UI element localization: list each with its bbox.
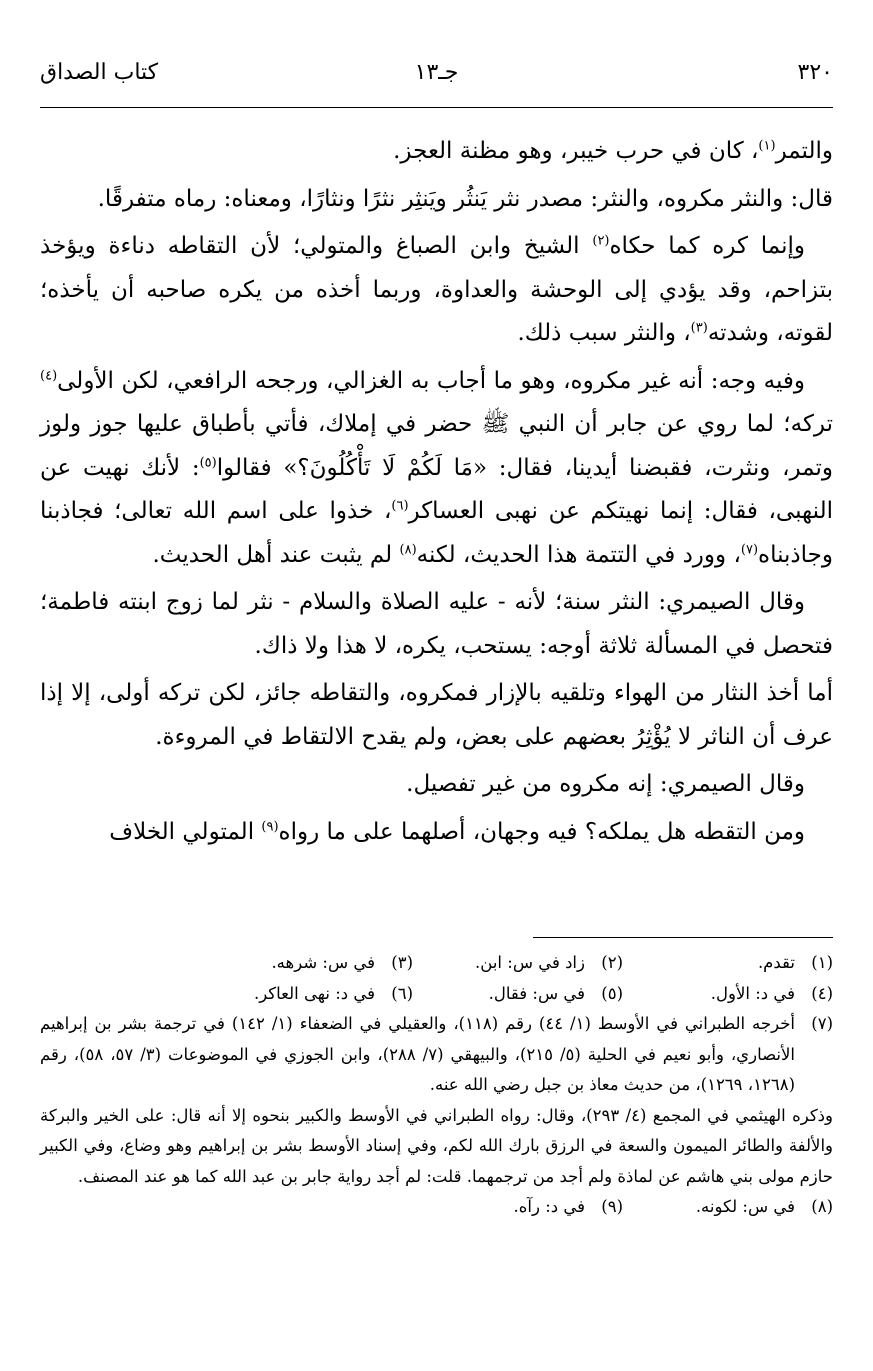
text-span: تركه؛ لما روي عن جابر أن النبي ﷺ حضر في إملاك، فأتي بأطباق عليها جوز ولوز وتمر، ونثرت، فقبضنا أيدينا، فقال: «مَا لَكُمْ لَا تَأْكُلُونَ؟» فقالوا — [40, 411, 833, 481]
footnote-2 — [413, 948, 623, 979]
footnote-text: في س: فقال. — [488, 983, 585, 1003]
footnote-text: في س: شرهه. — [271, 953, 375, 972]
footnote-ref-5: (٥) — [199, 454, 217, 470]
footnote-6 — [203, 979, 413, 1010]
footnote-row-3 — [40, 1192, 833, 1223]
footnote-number: (٥) — [601, 983, 623, 1003]
footnotes — [40, 948, 833, 1223]
paragraph-6: أما أخذ النثار من الهواء وتلقيه بالإزار فمكروه، والتقاطه جائز، لكن تركه أولى، إلا إذا عرف أن الناثر لا يُؤْثِرُ بعضهم على بعض، ولم يقدح الالتقاط في المروءة. — [40, 680, 833, 750]
text-span: ، والنثر سبب ذلك. — [517, 320, 691, 346]
footnote-row-2 — [40, 979, 833, 1010]
text-span: ، كان في حرب خيبر، وهو مظنة العجز. — [393, 138, 759, 164]
volume-number: جـ١٣ — [414, 60, 459, 85]
text-span: المتولي الخلاف — [109, 818, 262, 845]
footnote-number: (١) — [811, 953, 833, 972]
footnote-ref-3: (٣) — [690, 320, 708, 336]
book-title: كتاب الصداق — [40, 60, 159, 85]
footnote-text: في د: رآه. — [513, 1197, 585, 1216]
footnote-text: تقدم. — [757, 953, 795, 972]
footnote-ref-7: (٧) — [740, 541, 759, 557]
paragraph-4 — [40, 360, 833, 578]
page-header — [40, 60, 833, 100]
footnote-divider — [533, 937, 833, 938]
header-divider — [40, 107, 833, 108]
footnote-5 — [413, 979, 623, 1010]
footnote-ref-9: (٩) — [261, 818, 279, 834]
footnote-text: في د: نهى العاكر. — [253, 983, 375, 1003]
paragraph-5: وقال الصيمري: النثر سنة؛ لأنه - عليه الصلاة والسلام - نثر لما زوج ابنته فاطمة؛ فتحصل في المسألة ثلاثة أوجه: يستحب، يكره، لا هذا ولا ذاك. — [40, 589, 833, 659]
footnote-text: في س: لكونه. — [695, 1197, 795, 1216]
text-span: والتمر — [775, 138, 833, 164]
text-span: ومن التقطه هل يملكه؟ فيه وجهان، أصلهما على ما رواه — [278, 818, 805, 845]
footnote-ref-2: (٢) — [592, 233, 610, 249]
footnote-text: أخرجه الطبراني في الأوسط (١/ ٤٤) رقم (١١٨)، والعقيلي في الضعفاء (١/ ١٤٢) في ترجمة بشر بن إبراهيم الأنصاري، وأبو نعيم في الحلية (٥/ ٢١٥)، والبيهقي (٧/ ٢٨٨)، وابن الجوزي في الموضوعات (٣/ ٥٧، ٥٨)، رقم (١٢٦٨، ١٢٦٩)، من حديث معاذ بن جبل رضي الله عنه. — [40, 1014, 795, 1094]
footnote-7 — [40, 1009, 833, 1101]
text-span: لم يثبت عند أهل الحديث. — [152, 541, 400, 568]
footnote-ref-1: (١) — [758, 138, 776, 154]
footnote-4 — [623, 979, 833, 1010]
text-span: : لأنك نهيت عن النهبى، فقال: إنما نهيتكم عن نهبى العساكر — [40, 454, 833, 524]
footnote-8 — [623, 1192, 833, 1223]
footnote-3 — [203, 948, 413, 979]
text-span: ، خذوا على اسم الله تعالى؛ فجاذبنا وجاذبناه — [40, 498, 833, 568]
footnote-number: (٣) — [391, 953, 413, 972]
footnote-text: زاد في س: ابن. — [475, 953, 585, 972]
footnote-row-1 — [40, 948, 833, 979]
footnote-number: (٤) — [811, 983, 833, 1003]
text-span: ، وورد في التتمة هذا الحديث، لكنه — [416, 541, 741, 568]
paragraph-8 — [40, 811, 833, 855]
footnote-number: (٨) — [811, 1197, 833, 1216]
paragraph-2: قال: والنثر مكروه، والنثر: مصدر نثر يَنثُر ويَنثِر نثرًا ونثارًا، ومعناه: رماه متفرقًا. — [97, 185, 833, 212]
text-span: وإنما كره كما حكاه — [609, 233, 805, 259]
footnote-number: (٩) — [601, 1197, 623, 1216]
footnote-1 — [623, 948, 833, 979]
footnote-9 — [413, 1192, 623, 1223]
page-number: ٣٢٠ — [797, 60, 833, 85]
main-text — [40, 130, 833, 858]
footnote-ref-4: (٤) — [40, 367, 58, 383]
footnote-ref-6: (٦) — [391, 498, 409, 514]
footnote-7-continuation: وذكره الهيثمي في المجمع (٤/ ٢٩٣)، وقال: رواه الطبراني في الأوسط والكبير بنحوه إلا أنه قال: على الخير والبركة والألفة والطائر الميمون والسعة في الرزق بارك الله لكم، وفي إسناد الأوسط بشر بن إبراهيم وهو وضاع، وفي الكبير حازم مولى بني هاشم عن لماذة ولم أجد من ترجمهما. قلت: لم أجد رواية جابر بن عبد الله كما هو عند المصنف. — [40, 1105, 833, 1186]
text-span: الشيخ وابن الصباغ والمتولي؛ لأن التقاطه دناءة ويؤخذ بتزاحم، وقد يؤدي إلى الوحشة والعداوة، وربما أخذه من يكره صاحبه أن يأخذه؛ لقوته، وشدته — [40, 233, 833, 346]
footnote-number: (٧) — [811, 1014, 833, 1033]
paragraph-3 — [40, 225, 833, 356]
text-span: وفيه وجه: أنه غير مكروه، وهو ما أجاب به الغزالي، ورجحه الرافعي، لكن الأولى — [57, 367, 805, 394]
paragraph-7: وقال الصيمري: إنه مكروه من غير تفصيل. — [406, 771, 805, 797]
footnote-number: (٢) — [601, 953, 623, 972]
footnote-ref-8: (٨) — [399, 541, 417, 557]
paragraph-1 — [40, 130, 833, 174]
footnote-number: (٦) — [391, 983, 413, 1003]
footnote-text: في د: الأول. — [710, 983, 795, 1003]
